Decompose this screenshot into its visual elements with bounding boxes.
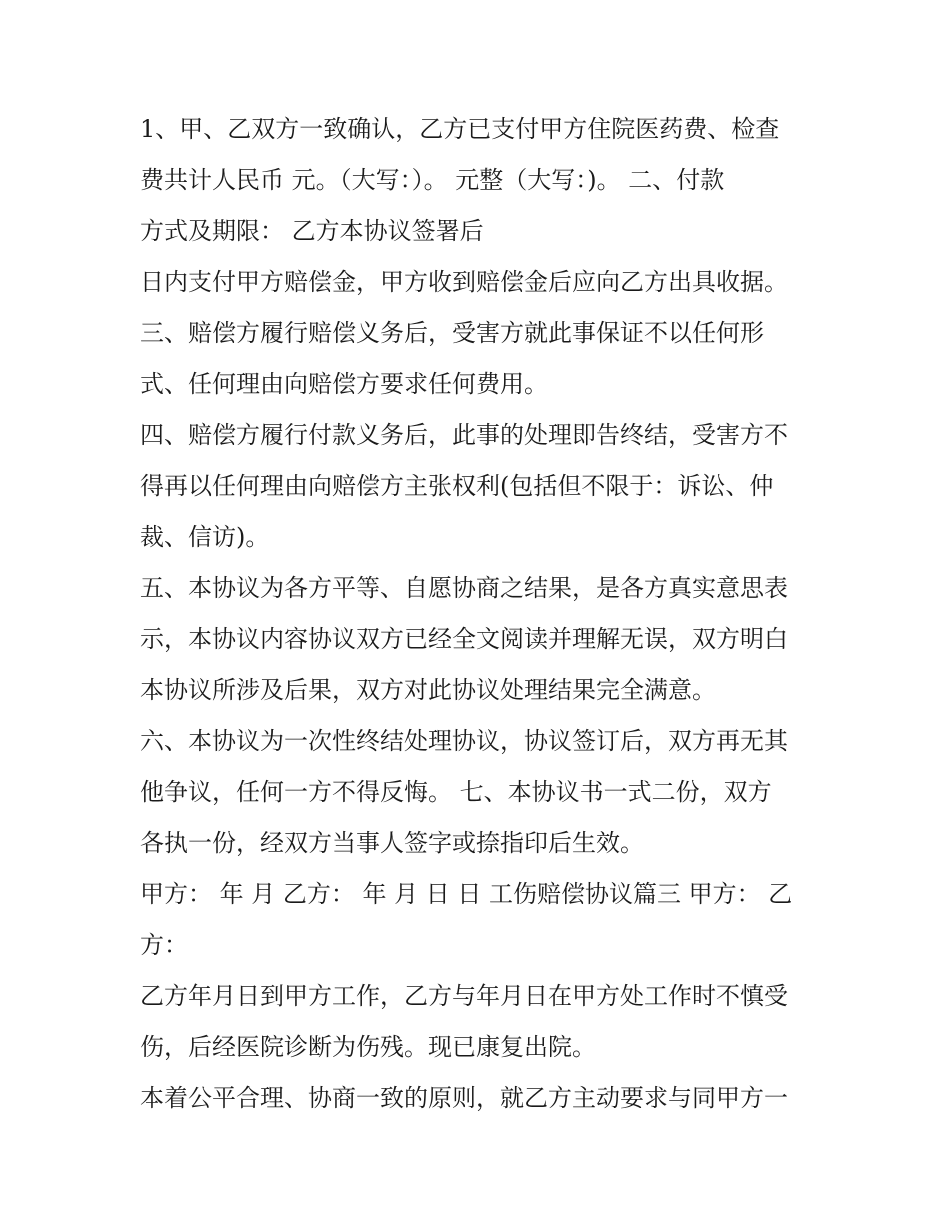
text-line: 示，本协议内容协议双方已经全文阅读并理解无误，双方明白 bbox=[140, 625, 788, 653]
text-line: 费共计人民币 元。（大写：）。 元整（大写：)。 二、付款 bbox=[140, 166, 725, 194]
text-line: 本着公平合理、协商一致的原则，就乙方主动要求与同甲方一 bbox=[140, 1084, 788, 1112]
text-line: 六、本协议为一次性终结处理协议，协议签订后，双方再无其 bbox=[140, 727, 788, 755]
text-line: 五、本协议为各方平等、自愿协商之结果，是各方真实意思表 bbox=[140, 574, 788, 602]
text-line: 四、赔偿方履行付款义务后，此事的处理即告终结，受害方不 bbox=[140, 421, 788, 449]
text-line: 甲方： 年 月 乙方： 年 月 日 日 工伤赔偿协议篇三 甲方： 乙 bbox=[140, 880, 793, 908]
text-line: 他争议，任何一方不得反悔。 七、本协议书一式二份，双方 bbox=[140, 778, 772, 806]
text-line: 乙方年月日到甲方工作，乙方与年月日在甲方处工作时不慎受 bbox=[140, 982, 788, 1010]
text-line: 各执一份，经双方当事人签字或捺指印后生效。 bbox=[140, 829, 644, 857]
text-line: 方式及期限： 乙方本协议签署后 bbox=[140, 217, 484, 245]
text-line: 得再以任何理由向赔偿方主张权利(包括但不限于：诉讼、仲 bbox=[140, 472, 774, 500]
text-line: 方： bbox=[140, 931, 188, 959]
text-line: 本协议所涉及后果，双方对此协议处理结果完全满意。 bbox=[140, 676, 716, 704]
text-line: 三、赔偿方履行赔偿义务后，受害方就此事保证不以任何形 bbox=[140, 319, 764, 347]
text-line: 1、甲、乙双方一致确认，乙方已支付甲方住院医药费、检查 bbox=[140, 115, 780, 143]
text-line: 日内支付甲方赔偿金，甲方收到赔偿金后应向乙方出具收据。 bbox=[140, 268, 788, 296]
text-line: 式、任何理由向赔偿方要求任何费用。 bbox=[140, 370, 548, 398]
text-line: 伤，后经医院诊断为伤残。现已康复出院。 bbox=[140, 1033, 596, 1061]
document-body bbox=[140, 104, 820, 1124]
text-line: 裁、信访)。 bbox=[140, 523, 270, 551]
